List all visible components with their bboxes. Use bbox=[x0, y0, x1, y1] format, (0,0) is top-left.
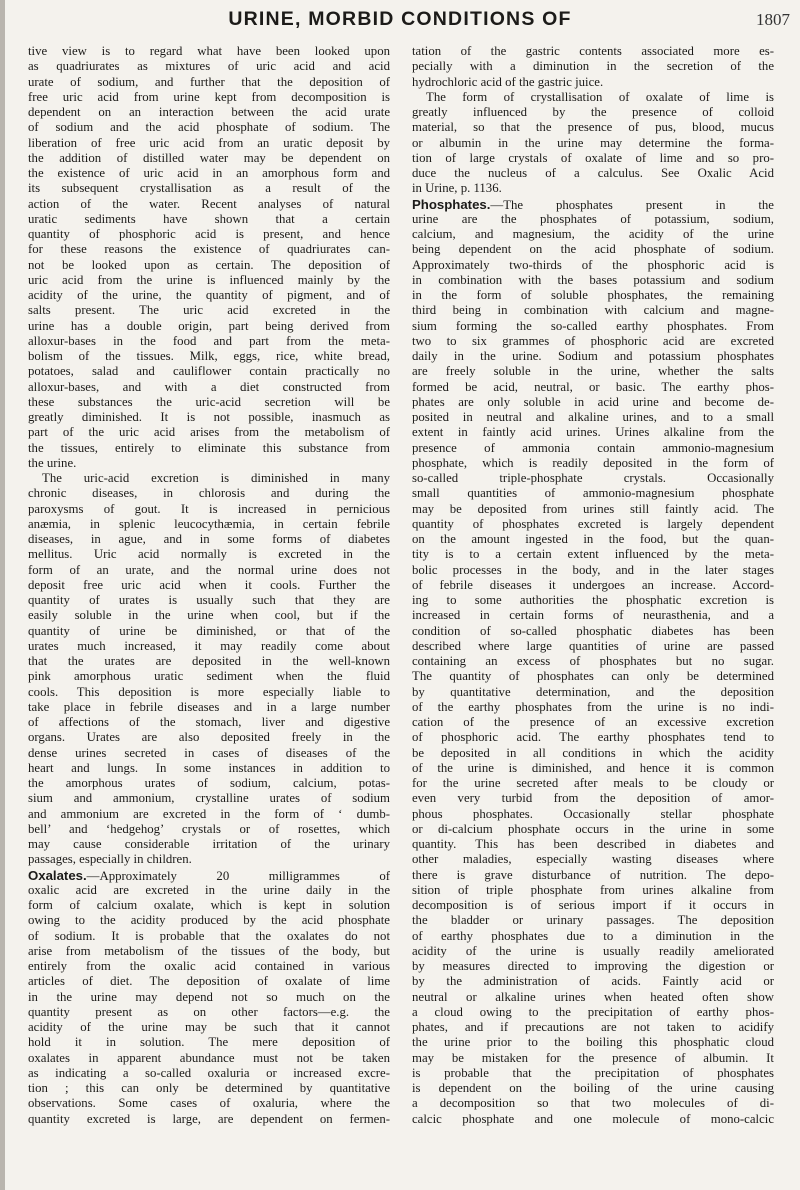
line-text: acidity of the urine may be such that it cannot bbox=[28, 1020, 390, 1034]
line-text: deposit free uric acid when it cools. Further the bbox=[28, 577, 390, 592]
text-line bbox=[412, 639, 774, 654]
line-text: for the urine secreted after meals to be cloudy or bbox=[412, 776, 774, 790]
line-text: —The phosphates present in the bbox=[490, 197, 774, 212]
line-text: entirely from the oxalic acid contained in various bbox=[28, 959, 390, 973]
text-line bbox=[28, 715, 390, 730]
text-line bbox=[412, 90, 774, 105]
text-line bbox=[28, 608, 390, 623]
line-text: presence of ammonia contain ammonio-magnesium bbox=[412, 440, 774, 455]
line-text: may be deposited from urines still faintly acid. The bbox=[412, 501, 774, 516]
text-line bbox=[28, 791, 390, 806]
line-text: quantity of urine be diminished, or that of the bbox=[28, 623, 390, 638]
text-line bbox=[28, 1005, 390, 1020]
line-text: easily soluble in the urine when cool, but if the bbox=[28, 608, 390, 623]
text-line bbox=[28, 258, 390, 273]
line-text: sition of triple phosphate from urines alkaline from bbox=[412, 882, 774, 897]
line-text: quantity present as on other factors—e.g. the bbox=[28, 1004, 390, 1019]
text-line bbox=[412, 776, 774, 791]
text-line bbox=[412, 303, 774, 318]
line-text: a cloud owing to the precipitation of earthy phos- bbox=[412, 1004, 774, 1019]
line-text: by measures directed to improving the digestion or bbox=[412, 959, 774, 973]
line-text: of sodium and the acid phosphate of sodium. The bbox=[28, 120, 390, 135]
line-text: third being in combination with calcium and magne- bbox=[412, 303, 774, 318]
text-line bbox=[412, 868, 774, 883]
text-line bbox=[28, 471, 390, 486]
line-text: in Urine, p. 1136. bbox=[412, 181, 502, 196]
line-text: free uric acid from urine kept from decomposition is bbox=[28, 89, 390, 104]
line-text: part of the uric acid arises from the metabolism of bbox=[28, 425, 390, 440]
text-line bbox=[28, 883, 390, 898]
line-text: quantity of phosphates excreted is largely dependent bbox=[412, 516, 774, 531]
line-text: material, so that the presence of pus, blood, mucus bbox=[412, 120, 774, 135]
text-line bbox=[412, 151, 774, 166]
text-line bbox=[28, 532, 390, 547]
line-text: tion ; this can only be determined by quantitative bbox=[28, 1081, 390, 1095]
text-line bbox=[28, 273, 390, 288]
text-line bbox=[412, 364, 774, 379]
text-line bbox=[28, 1081, 390, 1096]
line-text: by quantitative determination, and the deposition bbox=[412, 684, 774, 699]
line-text: its subsequent crystallisation as a result of the bbox=[28, 181, 390, 196]
line-text: small quantities of ammonio-magnesium phosphate bbox=[412, 486, 774, 501]
text-line bbox=[28, 486, 390, 501]
text-line bbox=[28, 502, 390, 517]
line-text: alloxur-bases in the food and part from the meta- bbox=[28, 333, 390, 348]
text-line bbox=[28, 563, 390, 578]
line-text: increased in certain forms of neurasthenia, and a bbox=[412, 608, 774, 623]
text-line bbox=[412, 1112, 774, 1127]
line-text: form of calcium oxalate, which is kept in solution bbox=[28, 898, 390, 912]
line-text: arise from metabolism of the tissues of the body, but bbox=[28, 943, 390, 958]
line-text: phosphate, which is readily deposited in the form of bbox=[412, 455, 774, 470]
line-text: not be looked upon as certain. The deposition of bbox=[28, 257, 390, 272]
line-text: described where large quantities of urine are passed bbox=[412, 638, 774, 653]
text-line bbox=[28, 120, 390, 135]
line-text: greatly diminished. It is not possible, inasmuch as bbox=[28, 410, 390, 424]
line-text: the amorphous urates of sodium, calcium, potas- bbox=[28, 776, 390, 790]
line-text: ing to some authorities the phosphatic excretion is bbox=[412, 593, 774, 607]
line-text: of affections of the stomach, liver and digestive bbox=[28, 715, 390, 729]
line-text: phous phosphates. Occasionally stellar phosphate bbox=[412, 806, 774, 821]
line-text: urates much increased, it may readily come about bbox=[28, 638, 390, 653]
text-line bbox=[28, 837, 390, 852]
line-text: oxalates in apparent abundance must not be taken bbox=[28, 1050, 390, 1065]
text-line bbox=[28, 395, 390, 410]
line-text: take place in febrile diseases and in a large number bbox=[28, 699, 390, 714]
line-text: quantity of urates is usually such that they are bbox=[28, 593, 390, 607]
text-line bbox=[412, 1096, 774, 1111]
line-text: of febrile diseases it undergoes an increase. Accord- bbox=[412, 577, 774, 592]
text-line bbox=[412, 242, 774, 257]
text-line bbox=[28, 197, 390, 212]
line-text: is dependent on the boiling of the urine causing bbox=[412, 1081, 774, 1095]
line-text: bolic processes in the body, and in the later stages bbox=[412, 562, 774, 577]
text-line bbox=[28, 364, 390, 379]
line-text: quantity excreted is large, are dependent on fermen- bbox=[28, 1111, 390, 1126]
line-text: the tissues, entirely to eliminate this substance from bbox=[28, 440, 390, 455]
line-text: the urine prior to the boiling this phosphatic cloud bbox=[412, 1035, 774, 1050]
text-line bbox=[412, 608, 774, 623]
text-line bbox=[412, 75, 774, 90]
text-line bbox=[412, 334, 774, 349]
line-text: may be mistaken for the presence of albumin. It bbox=[412, 1050, 774, 1065]
text-line bbox=[28, 1051, 390, 1066]
text-line bbox=[28, 913, 390, 928]
text-line bbox=[412, 715, 774, 730]
text-line bbox=[28, 807, 390, 822]
line-text: anæmia, in splenic leucocythæmia, in certain febrile bbox=[28, 516, 390, 531]
line-text: chronic diseases, in chlorosis and during the bbox=[28, 486, 390, 501]
text-line bbox=[28, 75, 390, 90]
line-text: as quadriurates as mixtures of uric acid and acid bbox=[28, 59, 390, 74]
line-text: phates, and if precautions are not taken to acidify bbox=[412, 1020, 774, 1034]
text-line bbox=[28, 761, 390, 776]
line-text: duce the nucleus of a calculus. See Oxalic Acid bbox=[412, 166, 774, 180]
text-line bbox=[28, 730, 390, 745]
line-text: other maladies, especially wasting diseases where bbox=[412, 852, 774, 867]
text-line bbox=[28, 181, 390, 196]
text-line bbox=[412, 517, 774, 532]
line-text: The uric-acid excretion is diminished in many bbox=[42, 471, 390, 485]
text-line bbox=[412, 273, 774, 288]
line-text: two to six grammes of phosphoric acid are excreted bbox=[412, 333, 774, 348]
text-line bbox=[28, 959, 390, 974]
line-text: greatly influenced by the presence of colloid bbox=[412, 105, 774, 119]
line-text: of the urine is diminished, and hence it is common bbox=[412, 760, 774, 775]
line-text: that the urates are deposited in the well-known bbox=[28, 654, 390, 668]
text-line bbox=[412, 1051, 774, 1066]
text-line bbox=[412, 532, 774, 547]
line-text: liberation of free uric acid from an uratic deposit by bbox=[28, 135, 390, 150]
text-line bbox=[412, 197, 774, 212]
text-line bbox=[28, 669, 390, 684]
text-line bbox=[412, 181, 774, 196]
line-text: of earthy phosphates due to a diminution in the bbox=[412, 928, 774, 943]
line-text: tion of large crystals of oxalate of lime and so pro- bbox=[412, 150, 774, 165]
line-text: acidity of the urine is usually readily ameliorated bbox=[412, 943, 774, 958]
text-line bbox=[28, 593, 390, 608]
line-text: the urine. bbox=[28, 455, 77, 470]
line-text: —Approximately 20 milligrammes of bbox=[86, 868, 390, 883]
text-line bbox=[28, 105, 390, 120]
line-text: these substances the uric-acid secretion will be bbox=[28, 394, 390, 409]
line-text: posited in neutral and alkaline urines, and to a small bbox=[412, 410, 774, 424]
line-text: potatoes, salad and cauliflower contain practically no bbox=[28, 364, 390, 379]
line-text: bell’ and ‘hedgehog’ crystals or of rosettes, which bbox=[28, 821, 390, 836]
running-head: URINE, MORBID CONDITIONS OF bbox=[228, 8, 572, 30]
text-line bbox=[412, 593, 774, 608]
text-line bbox=[28, 990, 390, 1005]
line-text: Approximately two-thirds of the phosphoric acid is bbox=[412, 257, 774, 272]
text-line bbox=[28, 425, 390, 440]
right-text-column bbox=[412, 44, 774, 1127]
text-line bbox=[28, 1035, 390, 1050]
line-text: sium and ammonium, crystalline urates of sodium bbox=[28, 791, 390, 806]
text-line bbox=[412, 212, 774, 227]
text-line bbox=[28, 136, 390, 151]
text-line bbox=[412, 929, 774, 944]
line-text: oxalic acid are excreted in the urine daily in the bbox=[28, 882, 390, 897]
text-line bbox=[28, 44, 390, 59]
text-line bbox=[412, 547, 774, 562]
text-line bbox=[412, 1066, 774, 1081]
text-line bbox=[412, 471, 774, 486]
line-text: extent in faintly acid urines. Urines alkaline from the bbox=[412, 425, 774, 440]
text-line bbox=[28, 242, 390, 257]
text-line bbox=[28, 151, 390, 166]
line-text: phates are only soluble in acid urine and become de- bbox=[412, 394, 774, 409]
text-line bbox=[28, 624, 390, 639]
text-line bbox=[412, 761, 774, 776]
text-line bbox=[412, 59, 774, 74]
text-line bbox=[28, 319, 390, 334]
line-text: calcic phosphate and one molecule of mono-calcic bbox=[412, 1111, 774, 1126]
text-line bbox=[412, 669, 774, 684]
line-text: of the earthy phosphates from the urine is no indi- bbox=[412, 699, 774, 714]
line-text: be deposited in all conditions in which the acidity bbox=[412, 745, 774, 760]
text-line bbox=[412, 563, 774, 578]
text-line bbox=[28, 822, 390, 837]
line-text: a decomposition so that two molecules of di- bbox=[412, 1096, 774, 1111]
line-text: on the amount ingested in the food, but the quan- bbox=[412, 532, 774, 546]
text-line bbox=[412, 974, 774, 989]
line-text: condition of so-called phosphatic diabetes has been bbox=[412, 623, 774, 638]
line-text: may cause considerable irritation of the urinary bbox=[28, 837, 390, 851]
text-line bbox=[28, 456, 390, 471]
line-text: The form of crystallisation of oxalate of lime is bbox=[426, 89, 774, 104]
text-line bbox=[28, 380, 390, 395]
text-line bbox=[412, 700, 774, 715]
line-text: tive view is to regard what have been looked upon bbox=[28, 44, 390, 58]
line-text: being dependent on the acid phosphate of sodium. bbox=[412, 242, 774, 257]
text-line bbox=[412, 258, 774, 273]
line-text: neutral or alkaline urines when heated often show bbox=[412, 989, 774, 1004]
line-text: mellitus. Uric acid normally is excreted in the bbox=[28, 547, 390, 562]
line-text: even very turbid from the deposition of amor- bbox=[412, 791, 774, 806]
text-line bbox=[28, 212, 390, 227]
text-line bbox=[412, 319, 774, 334]
text-line bbox=[28, 547, 390, 562]
text-line bbox=[28, 1112, 390, 1127]
line-text: decomposition is of serious import if it occurs in bbox=[412, 898, 774, 912]
text-line bbox=[412, 410, 774, 425]
text-line bbox=[28, 410, 390, 425]
line-text: sium forming the so-called earthy phosphates. From bbox=[412, 318, 774, 333]
text-line bbox=[412, 578, 774, 593]
line-text: uric acid from the urine is influenced mainly by the bbox=[28, 272, 390, 287]
line-text: passages, especially in children. bbox=[28, 852, 192, 867]
line-text: observations. Some cases of oxaluria, where the bbox=[28, 1096, 390, 1111]
text-line bbox=[412, 502, 774, 517]
text-line bbox=[28, 852, 390, 867]
line-text: alloxur-bases, and with a diet constructed from bbox=[28, 379, 390, 394]
text-line bbox=[28, 166, 390, 181]
line-text: of sodium. It is probable that the oxalates do not bbox=[28, 928, 390, 943]
text-line bbox=[412, 990, 774, 1005]
text-line bbox=[412, 654, 774, 669]
line-text: bolism of the tissues. Milk, eggs, rice, white bread, bbox=[28, 349, 390, 363]
text-line bbox=[412, 624, 774, 639]
line-text: in the urine may depend not so much on the bbox=[28, 989, 390, 1004]
line-text: or albumin in the urine may determine the forma- bbox=[412, 135, 774, 150]
line-text: is probable that the precipitation of phosphates bbox=[412, 1065, 774, 1080]
text-line bbox=[412, 486, 774, 501]
line-text: tation of the gastric contents associated more es- bbox=[412, 44, 774, 58]
text-line bbox=[28, 1020, 390, 1035]
text-line bbox=[412, 105, 774, 120]
line-text: articles of diet. The deposition of oxalate of lime bbox=[28, 974, 390, 989]
line-text: diseases, in ague, and in some forms of diabetes bbox=[28, 532, 390, 546]
line-text: for these reasons the existence of quadriurates can- bbox=[28, 242, 390, 257]
line-text: urate of sodium, and further that the deposition of bbox=[28, 74, 390, 89]
text-line bbox=[28, 303, 390, 318]
text-line bbox=[412, 44, 774, 59]
text-line bbox=[28, 685, 390, 700]
page-spine-edge bbox=[0, 0, 5, 1190]
text-line bbox=[412, 837, 774, 852]
line-text: tity is to a certain extent influenced by the meta- bbox=[412, 547, 774, 562]
text-line bbox=[28, 1066, 390, 1081]
line-text: containing an excess of phosphates but no sugar. bbox=[412, 654, 774, 668]
text-line bbox=[28, 974, 390, 989]
text-line bbox=[28, 1096, 390, 1111]
line-text: so-called triple-phosphate crystals. Occasionally bbox=[412, 471, 774, 485]
text-line bbox=[412, 288, 774, 303]
text-line bbox=[412, 166, 774, 181]
section-subheading: Oxalates. bbox=[28, 867, 87, 883]
line-text: paroxysms of gout. It is increased in pernicious bbox=[28, 501, 390, 516]
line-text: calcium, and magnesium, the acidity of the urine bbox=[412, 227, 774, 241]
text-line bbox=[28, 90, 390, 105]
text-line bbox=[28, 898, 390, 913]
line-text: of phosphoric acid. The earthy phosphates tend to bbox=[412, 730, 774, 745]
text-line bbox=[28, 517, 390, 532]
text-line bbox=[28, 578, 390, 593]
text-line bbox=[412, 791, 774, 806]
line-text: in combination with the bases potassium and sodium bbox=[412, 272, 774, 287]
line-text: heart and lungs. In some instances in addition to bbox=[28, 760, 390, 775]
text-line bbox=[28, 288, 390, 303]
line-text: the existence of uric acid in an amorphous form and bbox=[28, 166, 390, 180]
text-line bbox=[412, 380, 774, 395]
line-text: The quantity of phosphates can only be determined bbox=[412, 669, 774, 684]
text-line bbox=[412, 746, 774, 761]
line-text: organs. Urates are also deposited freely in the bbox=[28, 730, 390, 745]
text-line bbox=[412, 120, 774, 135]
line-text: hold it in solution. The mere deposition of bbox=[28, 1035, 390, 1050]
line-text: acidity of the urine, the quantity of pigment, and of bbox=[28, 288, 390, 302]
section-subheading: Phosphates. bbox=[412, 196, 491, 212]
text-line bbox=[412, 944, 774, 959]
text-line bbox=[28, 441, 390, 456]
page-number: 1807 bbox=[756, 10, 790, 29]
text-line bbox=[28, 654, 390, 669]
line-text: hydrochloric acid of the gastric juice. bbox=[412, 74, 604, 89]
line-text: pink amorphous uratic sediment when the fluid bbox=[28, 669, 390, 684]
line-text: are freely soluble in the urine, whether the salts bbox=[412, 364, 774, 379]
line-text: cation of the presence of an excessive excretion bbox=[412, 715, 774, 729]
text-line bbox=[412, 441, 774, 456]
text-line bbox=[412, 685, 774, 700]
text-line bbox=[412, 425, 774, 440]
line-text: action of the water. Recent analyses of natural bbox=[28, 196, 390, 211]
text-line bbox=[28, 929, 390, 944]
line-text: there is grave disturbance of nutrition. The depo- bbox=[412, 867, 774, 882]
line-text: urine has a double origin, part being derived from bbox=[28, 318, 390, 333]
text-line bbox=[28, 59, 390, 74]
text-line bbox=[412, 1081, 774, 1096]
text-line bbox=[412, 349, 774, 364]
line-text: daily in the urine. Sodium and potassium phosphates bbox=[412, 349, 774, 363]
line-text: salts present. The uric acid excreted in the bbox=[28, 303, 390, 318]
line-text: formed be acid, neutral, or basic. The earthy phos- bbox=[412, 379, 774, 394]
text-line bbox=[28, 639, 390, 654]
text-line bbox=[28, 227, 390, 242]
text-line bbox=[412, 883, 774, 898]
line-text: urine are the phosphates of potassium, sodium, bbox=[412, 211, 774, 226]
text-line bbox=[412, 898, 774, 913]
text-line bbox=[412, 1020, 774, 1035]
text-line bbox=[412, 227, 774, 242]
line-text: quantity of phosphoric acid is present, and hence bbox=[28, 227, 390, 241]
line-text: pecially with a diminution in the secretion of the bbox=[412, 59, 774, 74]
text-line bbox=[412, 136, 774, 151]
text-line bbox=[28, 868, 390, 883]
line-text: as indicating a so-called oxaluria or increased excre- bbox=[28, 1065, 390, 1080]
line-text: the addition of distilled water may be dependent on bbox=[28, 150, 390, 165]
line-text: dense urines secreted in cases of diseases of the bbox=[28, 745, 390, 760]
line-text: quantity. This has been described in diabetes and bbox=[412, 837, 774, 851]
text-line bbox=[28, 746, 390, 761]
text-line bbox=[28, 334, 390, 349]
line-text: or di-calcium phosphate occurs in the urine in some bbox=[412, 821, 774, 836]
text-line bbox=[412, 730, 774, 745]
text-line bbox=[412, 913, 774, 928]
text-line bbox=[412, 959, 774, 974]
text-line bbox=[28, 349, 390, 364]
line-text: owing to the acidity produced by the acid phosphate bbox=[28, 913, 390, 928]
line-text: cools. This deposition is more especially liable to bbox=[28, 684, 390, 699]
text-line bbox=[412, 1005, 774, 1020]
text-line bbox=[28, 944, 390, 959]
line-text: dependent on an interaction between the acid urate bbox=[28, 105, 390, 119]
text-line bbox=[412, 456, 774, 471]
line-text: by the administration of acids. Faintly acid or bbox=[412, 974, 774, 989]
text-line bbox=[412, 852, 774, 867]
line-text: and ammonium are excreted in the form of ‘ dumb- bbox=[28, 806, 390, 821]
left-text-column bbox=[28, 44, 390, 1127]
text-line bbox=[28, 776, 390, 791]
line-text: the bladder or urinary passages. The deposition bbox=[412, 913, 774, 928]
page-header bbox=[0, 8, 800, 38]
text-line bbox=[412, 822, 774, 837]
text-line bbox=[28, 700, 390, 715]
text-line bbox=[412, 1035, 774, 1050]
line-text: form of an urate, and the normal urine does not bbox=[28, 562, 390, 577]
text-line bbox=[412, 395, 774, 410]
line-text: in the form of soluble phosphates, the remaining bbox=[412, 288, 774, 302]
line-text: uratic sediments have shown that a certain bbox=[28, 211, 390, 226]
text-line bbox=[412, 807, 774, 822]
